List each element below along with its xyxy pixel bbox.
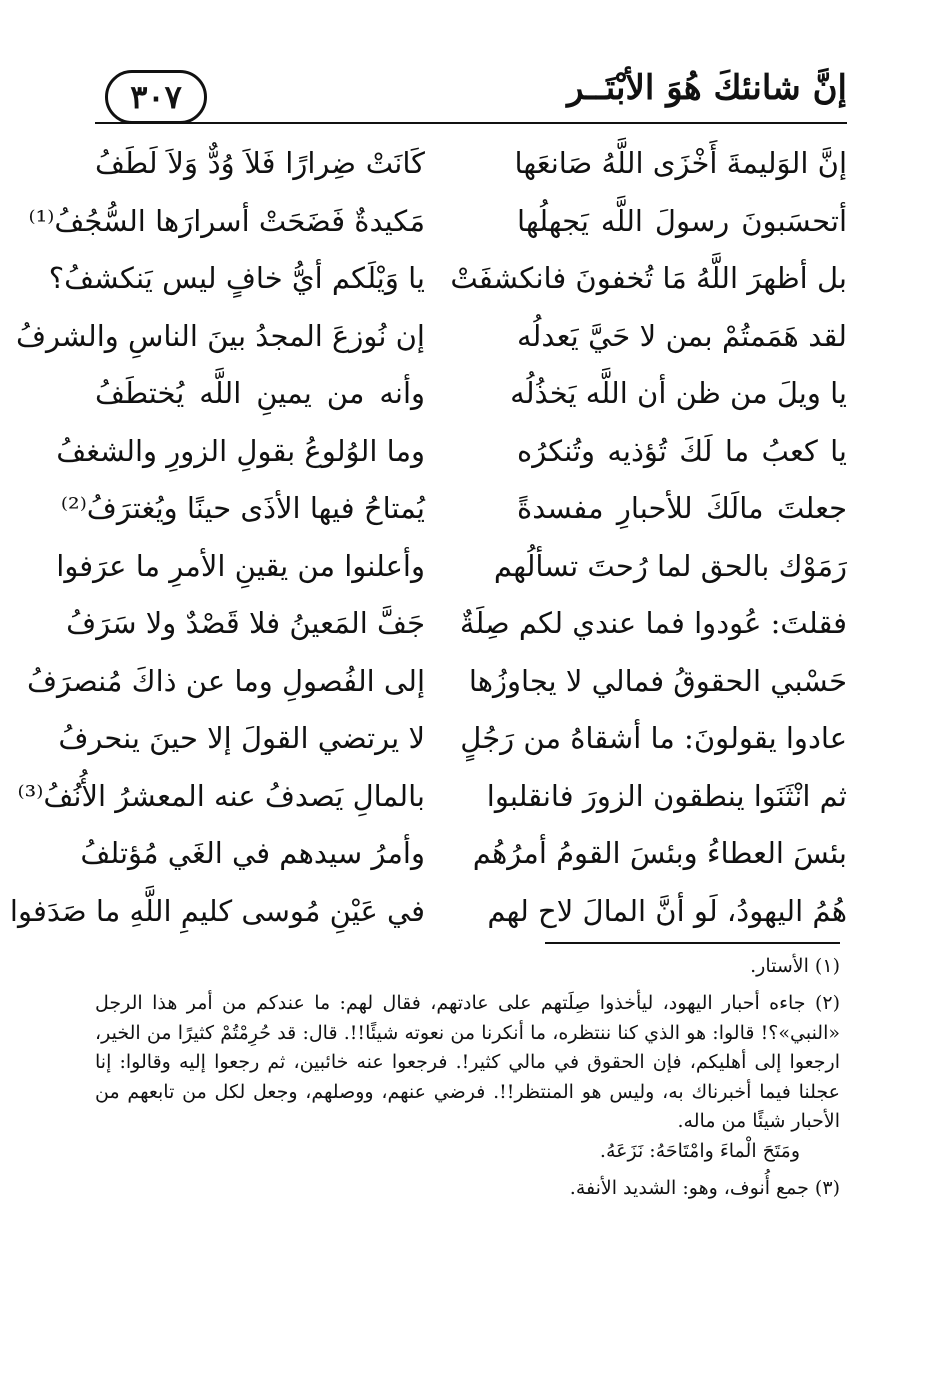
page-number: ٣٠٧	[105, 70, 207, 124]
verse-row	[15, 308, 847, 366]
footnote-2: (٢) جاءه أحبار اليهود، ليأخذوا صِلَتهم على عادتهم، فقال لهم: ما عندكم من أمر هذا الرجل «النبي»؟! قالوا: هو الذي كنا ننتظره، ما أنكرنا من نعوته شيئًا!!. قال: قد حُرِمْتُمْ كثيرًا من الخير، ارجعوا إلى أهليكم، فإن الحقوق في مالي كثير!. فرجعوا عنه خائبين، ثم رجعوا إليه وقالوا: إنا عجلنا فيما أخبرناك به، وليس هو المنتظر!!. فرضي عنهم، ووصلهم، وجعل لكل من تابعهم من الأحبار شيئًا من ماله.	[95, 992, 840, 1133]
verse-second-hemistich: يا وَيْلَكم أيُّ خافٍ ليس يَنكشفُ؟	[48, 261, 425, 296]
verse-first-hemistich: إنَّ الوَليمةَ أَخْزَى اللَّهُ صَانعَها	[514, 146, 847, 181]
verse-first-hemistich: حَسْبي الحقوقُ فمالي لا يجاوزُها	[468, 663, 847, 698]
verse-first-hemistich: بئسَ العطاءُ وبئسَ القومُ أمرُهُم	[472, 836, 847, 871]
page-header	[95, 58, 847, 124]
verse-second-hemistich: وأنه من يمينِ اللَّه يُختطَفُ	[95, 376, 425, 411]
verse-second-hemistich: وما الوُلوعُ بقولِ الزورِ والشغفُ	[56, 433, 425, 468]
verse-second-hemistich: وأعلنوا من يقينِ الأمرِ ما عرَفوا	[56, 548, 425, 583]
footnote-1: (١) الأستار.	[750, 955, 840, 977]
verse-first-hemistich: فقلتَ: عُودوا فما عندي لكم صِلَةٌ	[459, 606, 847, 641]
footnotes	[95, 952, 840, 1212]
verse-first-hemistich: هُمُ اليهودُ، لَو أنَّ المالَ لاح لهم	[487, 893, 847, 928]
verse-row	[56, 538, 847, 596]
verse-row	[17, 768, 847, 826]
running-title: إنَّ شانئكَ هُوَ الأبْتَــر	[567, 68, 847, 108]
verse-second-hemistich: كَانَتْ ضِرارًا فَلاَ وُدٌّ وَلاَ لَطَفُ	[95, 146, 425, 181]
verse-row	[28, 193, 847, 251]
verse-first-hemistich: يا ويلَ من ظن أن اللَّه يَخذُلُه	[510, 376, 847, 411]
verse-second-hemistich: في عَيْنِ مُوسى كليمِ اللَّهِ ما صَدَفوا	[9, 893, 425, 928]
verse-row	[9, 883, 847, 941]
verse-second-hemistich: جَفَّ المَعينُ فلا قَصْدٌ ولا سَرَفُ	[66, 606, 425, 641]
verse-second-hemistich: لا يرتضي القولَ إلا حينَ ينحرفُ	[58, 721, 425, 756]
verse-second-hemistich: إلى الفُصولِ وما عن ذاكَ مُنصرَفُ	[26, 663, 425, 698]
verse-row	[80, 825, 847, 883]
verse-second-hemistich: إن نُوزعَ المجدُ بينَ الناسِ والشرفُ	[15, 318, 425, 353]
footnote-3: (٣) جمع أُنوف، وهو: الشديد الأنفة.	[569, 1177, 840, 1200]
verse-row	[95, 365, 847, 423]
verse-row	[58, 710, 847, 768]
poem	[9, 135, 847, 935]
header-rule	[95, 122, 847, 124]
verse-row	[60, 480, 847, 538]
verse-first-hemistich: جعلتَ مالَكَ للأحبارِ مفسدةً	[517, 491, 847, 526]
footnote-2-gloss: ومَتَحَ الْماءَ وامْتَاحَهُ: نَزَعَهُ.	[599, 1139, 800, 1162]
verse-row	[48, 250, 847, 308]
verse-first-hemistich: يا كعبُ ما لَكَ تُؤذيه وتُنكرُه	[517, 433, 847, 468]
verse-second-hemistich: بالمالِ يَصدفُ عنه المعشرُ الأُنُفُ⁽³⁾	[17, 778, 425, 813]
verse-row	[66, 595, 847, 653]
verse-second-hemistich: مَكيدةٌ فَضَحَتْ أسرارَها السُّجُفُ⁽¹⁾	[28, 203, 425, 238]
verse-second-hemistich: يُمتاحُ فيها الأذَى حينًا ويُغترَفُ⁽²⁾	[60, 491, 425, 526]
verse-first-hemistich: رَمَوْك بالحق لما رُحتَ تسألُهم	[493, 548, 847, 583]
verse-row	[95, 135, 847, 193]
verse-row	[56, 423, 847, 481]
verse-first-hemistich: أتحسَبونَ رسولَ اللَّه يَجهلُها	[517, 203, 847, 238]
verse-first-hemistich: ثم انْثَنَوا ينطقون الزورَ فانقلبوا	[486, 778, 847, 813]
verse-row	[26, 653, 847, 711]
verse-first-hemistich: بل أظهرَ اللَّهُ مَا تُخفونَ فانكشفَتْ	[450, 261, 847, 296]
verse-first-hemistich: عادوا يقولونَ: ما أشقاهُ من رَجُلٍ	[460, 721, 847, 756]
verse-first-hemistich: لقد هَمَمتُمْ بمن لا حَيَّ يَعدلُه	[517, 318, 847, 353]
footnote-rule	[545, 942, 840, 944]
verse-second-hemistich: وأمرُ سيدهم في الغَي مُؤتلفُ	[80, 836, 425, 871]
